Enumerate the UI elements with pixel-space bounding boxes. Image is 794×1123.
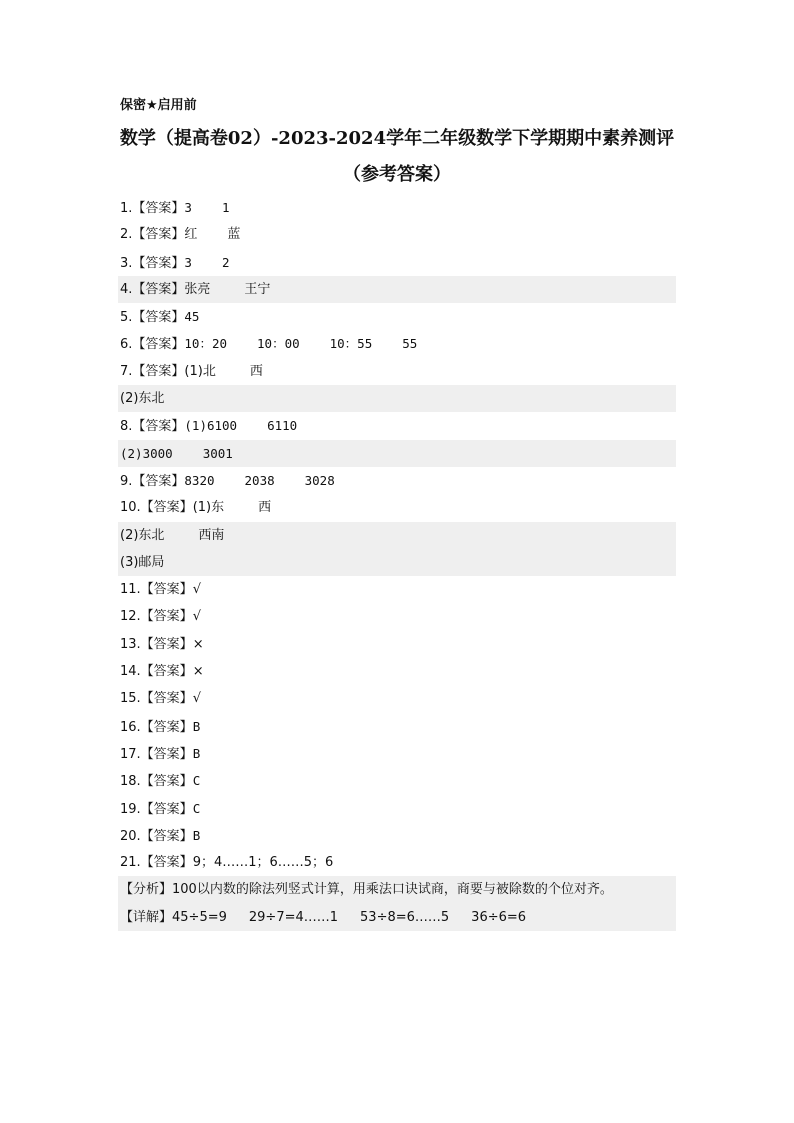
answer-value: 6110 [267, 418, 298, 434]
cross-mark-icon: × [192, 636, 204, 652]
answer-line-5 [118, 303, 676, 330]
answer-value: 红 [184, 227, 198, 243]
answer-value: 3028 [304, 472, 335, 488]
answer-list [118, 194, 676, 931]
answer-value: 2 [221, 254, 230, 270]
answer-label: 8.【答案】 [120, 419, 185, 435]
answer-value: (2)东北 [120, 527, 165, 543]
answer-label: 14.【答案】 [120, 664, 193, 680]
answer-label: 4.【答案】 [120, 281, 185, 297]
answer-label: 1.【答案】 [120, 201, 185, 216]
answer-line-16 [118, 713, 676, 740]
answer-line-12 [118, 603, 676, 630]
answer-value: 45 [184, 309, 200, 325]
answer-line-17 [118, 740, 676, 767]
answer-line-18 [118, 767, 676, 794]
answer-value: C [192, 773, 201, 789]
answer-line-3 [118, 249, 676, 276]
answer-line-11 [118, 576, 676, 603]
answer-value: 2038 [244, 472, 275, 488]
answer-value: 西 [258, 500, 272, 516]
answer-label: 9.【答案】 [120, 473, 185, 489]
answer-value: 10：20 [184, 336, 228, 352]
answer-value: B [192, 745, 201, 761]
answer-label: 17.【答案】 [120, 746, 193, 762]
answer-value: 西 [249, 363, 263, 379]
answer-value: (3)邮局 [120, 554, 165, 570]
answer-value: (1)东 [192, 500, 225, 516]
answer-value: 3 [184, 200, 192, 215]
cross-mark-icon: × [192, 664, 204, 680]
answer-line-14 [118, 658, 676, 685]
answer-line-2 [118, 221, 676, 248]
answer-value: 10：55 [329, 336, 373, 352]
answer-label: 5.【答案】 [120, 310, 185, 326]
answer-line-7-part2 [118, 385, 676, 412]
check-mark-icon: √ [192, 691, 201, 707]
answer-value: (2)东北 [120, 391, 165, 407]
answer-line-13 [118, 631, 676, 658]
answer-line-8 [118, 412, 676, 439]
answer-label: 12.【答案】 [120, 609, 193, 625]
answer-value: B [192, 718, 201, 734]
answer-line-20 [118, 822, 676, 849]
answer-value: 8320 [184, 472, 215, 488]
check-mark-icon: √ [192, 609, 201, 625]
detail-value: 36÷6=6 [471, 909, 527, 925]
answer-value: (2)3000 [120, 445, 173, 461]
answer-label: 16.【答案】 [120, 719, 193, 735]
detail-value: 53÷8=6……5 [360, 909, 450, 925]
analysis-label: 【分析】 [120, 882, 173, 898]
analysis-line [118, 876, 676, 903]
answer-line-9 [118, 467, 676, 494]
answer-line-10-part3 [118, 549, 676, 576]
answer-line-8-part2 [118, 440, 676, 467]
document-subtitle: （参考答案） [343, 164, 451, 185]
answer-value: C [192, 800, 201, 816]
answer-value: 西南 [198, 527, 225, 543]
answer-value: 10：00 [257, 336, 300, 352]
answer-label: 13.【答案】 [120, 636, 193, 652]
answer-value: 王宁 [244, 281, 271, 297]
answer-value: 55 [402, 336, 418, 352]
answer-value: 3 [184, 254, 192, 270]
answer-line-19 [118, 795, 676, 822]
answer-label: 11.【答案】 [120, 582, 193, 598]
answer-value: B [192, 827, 201, 843]
answer-label: 18.【答案】 [120, 774, 193, 790]
answer-line-10 [118, 494, 676, 521]
detail-value: 29÷7=4……1 [248, 909, 339, 925]
answer-line-21 [118, 849, 676, 876]
answer-label: 19.【答案】 [120, 801, 193, 817]
answer-value: 张亮 [184, 281, 211, 297]
answer-label: 15.【答案】 [120, 691, 193, 707]
confidential-label: 保密★启用前 [120, 98, 197, 113]
answer-label: 21.【答案】 [120, 855, 193, 871]
answer-line-1 [118, 194, 676, 221]
answer-line-4 [118, 276, 676, 303]
answer-label: 3.【答案】 [120, 255, 185, 271]
detail-value: 45÷5=9 [172, 909, 227, 925]
answer-label: 6.【答案】 [120, 337, 185, 353]
answer-value: 1 [221, 200, 230, 215]
answer-label: 20.【答案】 [120, 828, 193, 844]
answer-line-10-part2 [118, 522, 676, 549]
answer-label: 2.【答案】 [120, 227, 185, 243]
answer-label: 7.【答案】 [120, 363, 185, 379]
analysis-text: 100以内数的除法列竖式计算，用乘法口诀试商，商要与被除数的个位对齐。 [172, 882, 613, 898]
answer-value: 蓝 [227, 227, 241, 243]
document-title: 数学（提高卷02）-2023-2024学年二年级数学下学期期中素养测评 [119, 128, 675, 149]
answer-value: 9；4……1；6……5；6 [192, 855, 334, 871]
check-mark-icon: √ [192, 582, 201, 598]
answer-value: (1)北 [184, 363, 216, 379]
answer-line-15 [118, 685, 676, 712]
answer-line-7 [118, 358, 676, 385]
detail-line [118, 904, 676, 931]
answer-value: 3001 [202, 445, 233, 461]
answer-label: 10.【答案】 [120, 500, 193, 516]
answer-value: (1)6100 [184, 418, 238, 434]
answer-line-6 [118, 330, 676, 357]
detail-label: 【详解】 [120, 909, 173, 925]
